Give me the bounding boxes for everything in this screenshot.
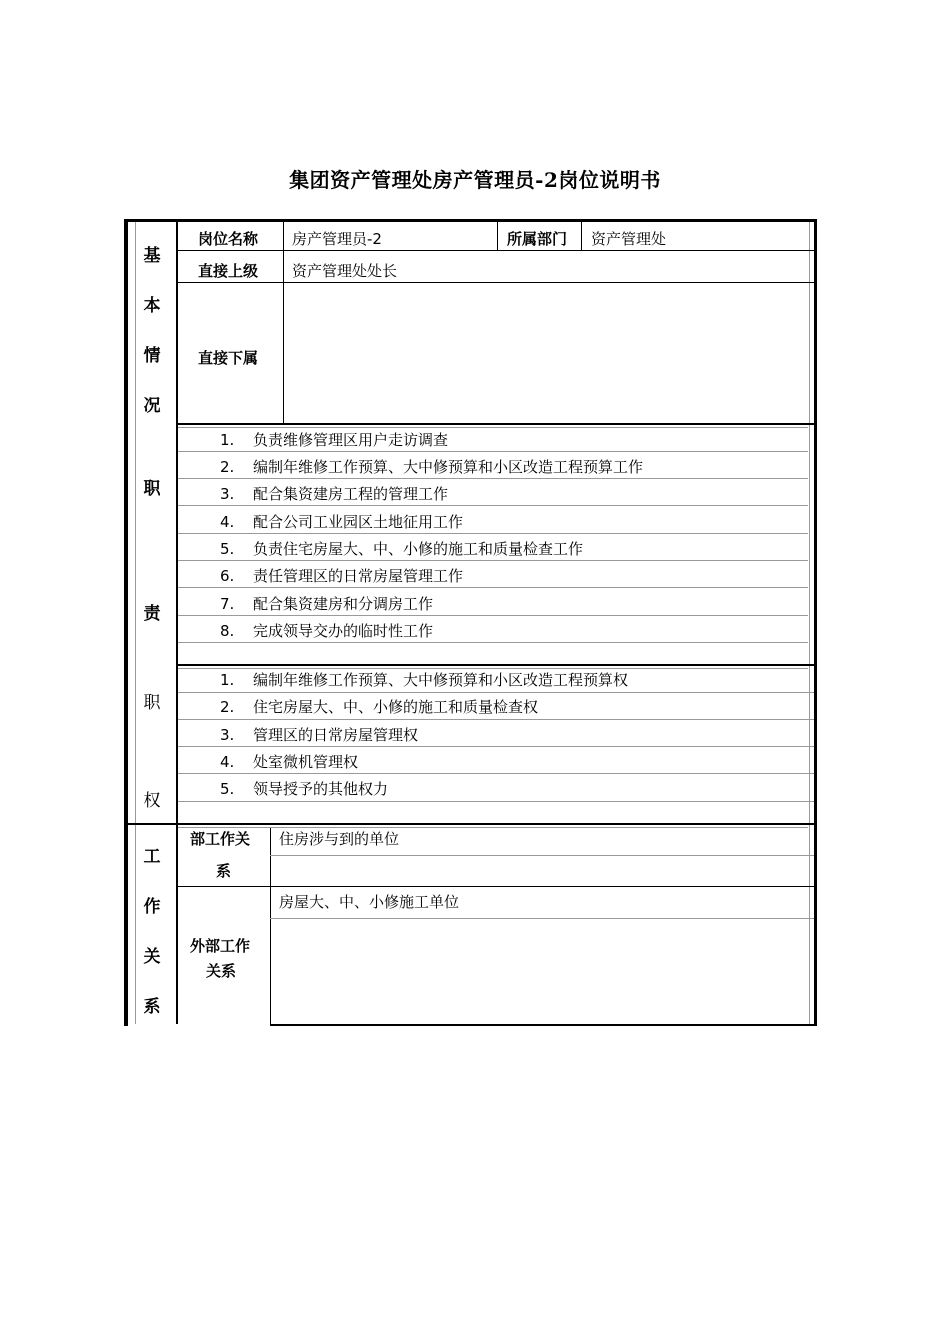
authority-num: 2. (220, 698, 235, 716)
row-line (178, 642, 808, 643)
duty-item (220, 485, 448, 503)
department-label: 所属部门 (507, 230, 568, 248)
basic-section-char-3: 情 (143, 346, 161, 366)
subordinate-label: 直接下属 (198, 349, 259, 367)
duty-text: 负责住宅房屋大、中、小修的施工和质量检查工作 (253, 540, 584, 558)
table-right-border (814, 219, 817, 1026)
section-line (124, 823, 814, 825)
authority-text: 领导授予的其他权力 (253, 780, 389, 798)
row-line (178, 801, 814, 802)
superior-label: 直接上级 (198, 262, 259, 280)
row-line (178, 451, 808, 452)
relations-section-char-3: 关 (143, 947, 161, 967)
row-line (270, 918, 814, 919)
authority-section-char-1: 职 (143, 693, 161, 713)
relations-label-divider (270, 828, 271, 1026)
row-line (178, 746, 814, 747)
duty-num: 7. (220, 595, 235, 613)
row-line (178, 250, 814, 251)
dept-label-right-divider (581, 222, 582, 250)
row-line (178, 560, 808, 561)
row-line (178, 692, 814, 693)
duty-num: 4. (220, 513, 235, 531)
row-line (178, 719, 814, 720)
row-line (178, 587, 808, 588)
superior-value: 资产管理处处长 (292, 262, 398, 280)
section-line-thin (178, 427, 808, 428)
duty-text: 配合集资建房和分调房工作 (253, 595, 434, 613)
document-title: 集团资产管理处房产管理员-2岗位说明书 (289, 168, 661, 192)
relations-section-char-2: 作 (143, 897, 161, 917)
row-line (270, 855, 814, 856)
duty-item (220, 513, 463, 531)
duties-section-char-2: 责 (143, 604, 161, 624)
duty-text: 配合集资建房工程的管理工作 (253, 485, 449, 503)
authority-num: 3. (220, 726, 235, 744)
authority-item (220, 753, 358, 771)
authority-item (220, 780, 388, 798)
internal-relations-label-line1: 部工作关 (190, 830, 251, 848)
duty-num: 5. (220, 540, 235, 558)
inner-right-line (809, 222, 810, 1024)
duty-text: 负责维修管理区用户走访调查 (253, 431, 449, 449)
row-line (178, 773, 814, 774)
authority-item (220, 698, 538, 716)
row-line (178, 282, 814, 283)
duty-num: 6. (220, 567, 235, 585)
section-line-thin (178, 668, 808, 669)
dept-label-left-divider (497, 222, 498, 250)
duty-text: 配合公司工业园区土地征用工作 (253, 513, 464, 531)
section-line (178, 423, 814, 425)
duty-item (220, 431, 448, 449)
basic-section-char-2: 本 (143, 296, 161, 316)
authority-num: 4. (220, 753, 235, 771)
duty-item (220, 567, 463, 585)
duty-item (220, 622, 433, 640)
row-line (178, 886, 814, 887)
external-relations-value: 房屋大、中、小修施工单位 (279, 893, 460, 911)
authority-item (220, 726, 418, 744)
position-name-value: 房产管理员-2 (292, 230, 382, 248)
duty-num: 3. (220, 485, 235, 503)
relations-section-char-1: 工 (143, 847, 161, 867)
authority-text: 住宅房屋大、中、小修的施工和质量检查权 (253, 698, 539, 716)
duty-item (220, 595, 433, 613)
basic-section-char-1: 基 (143, 246, 161, 266)
external-relations-label-line1: 外部工作 (190, 937, 251, 955)
section-line-thin (178, 827, 808, 828)
job-description-table (124, 219, 817, 1026)
duty-num: 8. (220, 622, 235, 640)
authority-num: 5. (220, 780, 235, 798)
label-column-divider (283, 222, 284, 423)
relations-section-char-4: 系 (143, 997, 161, 1017)
internal-relations-value: 住房涉与到的单位 (279, 830, 400, 848)
duties-section-char-1: 职 (143, 479, 161, 499)
authority-item (220, 671, 628, 689)
duty-text: 完成领导交办的临时性工作 (253, 622, 434, 640)
authority-text: 编制年维修工作预算、大中修预算和小区改造工程预算权 (253, 671, 629, 689)
external-relations-label-line2: 关系 (206, 962, 237, 980)
authority-num: 1. (220, 671, 235, 689)
section-line (178, 664, 814, 666)
basic-section-char-4: 况 (143, 396, 161, 416)
position-name-label: 岗位名称 (198, 230, 259, 248)
table-bottom-border (270, 1024, 817, 1026)
duty-num: 1. (220, 431, 235, 449)
duty-item (220, 458, 643, 476)
row-line (178, 478, 808, 479)
duty-num: 2. (220, 458, 235, 476)
row-line (178, 505, 808, 506)
authority-text: 管理区的日常房屋管理权 (253, 726, 419, 744)
internal-relations-label-line2: 系 (216, 862, 232, 880)
department-value: 资产管理处 (591, 230, 667, 248)
authority-section-char-2: 权 (143, 791, 161, 811)
table-top-border (124, 219, 817, 222)
duty-text: 编制年维修工作预算、大中修预算和小区改造工程预算工作 (253, 458, 644, 476)
duty-item (220, 540, 583, 558)
authority-text: 处室微机管理权 (253, 753, 359, 771)
duty-text: 责任管理区的日常房屋管理工作 (253, 567, 464, 585)
row-line (178, 533, 808, 534)
row-line (178, 615, 808, 616)
